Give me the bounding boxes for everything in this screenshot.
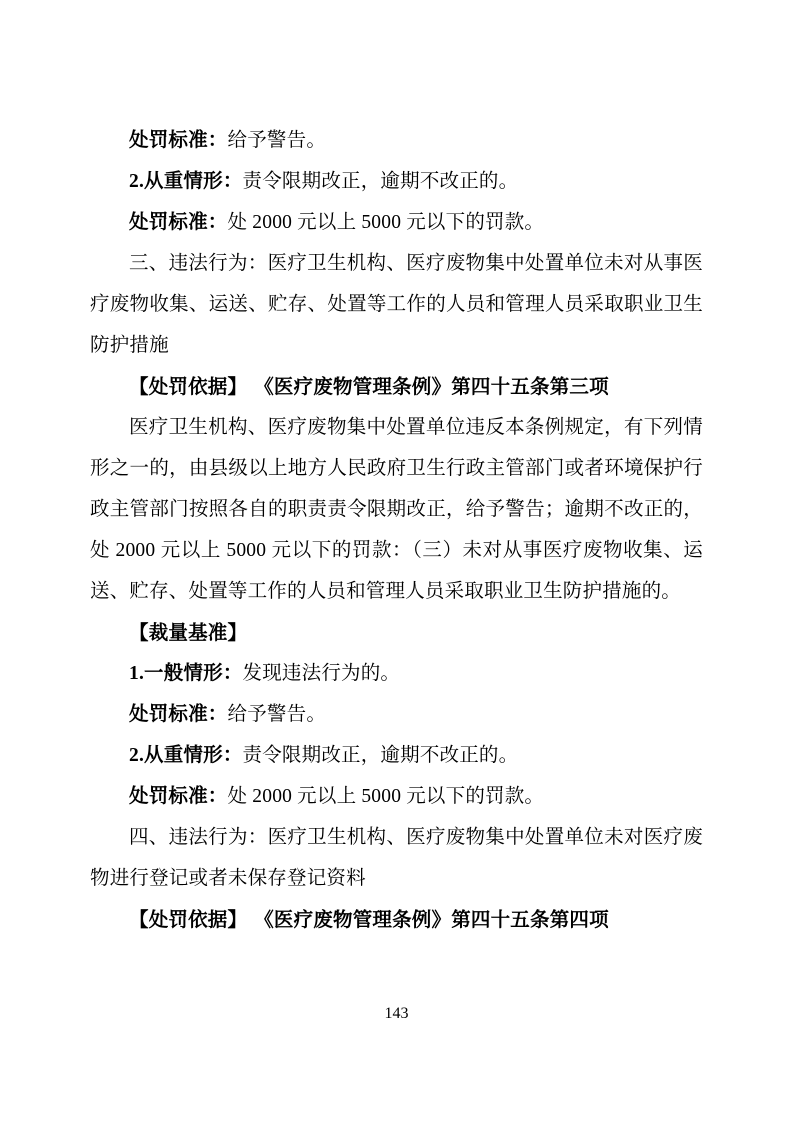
paragraph-penalty-standard-2	[90, 202, 703, 243]
heading-penalty-basis-4: 【处罚依据】 《医疗废物管理条例》第四十五条第四项	[129, 908, 609, 931]
inline-label: 2.从重情形：	[129, 745, 243, 766]
inline-label: 2.从重情形：	[129, 171, 243, 192]
paragraph-regulation-text-3: 医疗卫生机构、医疗废物集中处置单位违反本条例规定，有下列情形之一的，由县级以上地方人民政府卫生行政主管部门或者环境保护行政主管部门按照各自的职责责令限期改正，给予警告；逾期不改正的，处 2000 元以上 5000 元以下的罚款：（三）未对从事医疗废物收集、运送、贮存、处置等工作的人员和管理人员采取职业卫生防护措施的。	[90, 417, 703, 602]
inline-text: 给予警告。	[227, 130, 327, 151]
heading-penalty-basis-3: 【处罚依据】 《医疗废物管理条例》第四十五条第三项	[129, 375, 609, 398]
paragraph-violation-four: 四、违法行为：医疗卫生机构、医疗废物集中处置单位未对医疗废物进行登记或者未保存登记资料	[90, 827, 703, 889]
paragraph-general-case	[90, 653, 703, 694]
paragraph-penalty-standard-4	[90, 776, 703, 817]
inline-text: 责令限期改正，逾期不改正的。	[242, 171, 519, 192]
inline-label: 处罚标准：	[129, 212, 228, 233]
inline-text: 处 2000 元以上 5000 元以下的罚款。	[227, 786, 545, 807]
inline-text: 责令限期改正，逾期不改正的。	[242, 745, 519, 766]
paragraph-aggravating-2	[90, 735, 703, 776]
heading-discretion-standard: 【裁量基准】	[129, 621, 248, 644]
inline-text: 处 2000 元以上 5000 元以下的罚款。	[227, 212, 545, 233]
inline-label: 1.一般情形：	[129, 663, 243, 684]
paragraph-penalty-standard-1	[90, 120, 703, 161]
paragraph-aggravating-1	[90, 161, 703, 202]
paragraph-violation-three: 三、违法行为：医疗卫生机构、医疗废物集中处置单位未对从事医疗废物收集、运送、贮存、处置等工作的人员和管理人员采取职业卫生防护措施	[90, 253, 703, 356]
inline-label: 处罚标准：	[129, 130, 228, 151]
inline-text: 给予警告。	[227, 704, 327, 725]
page-number: 143	[384, 1005, 409, 1022]
inline-label: 处罚标准：	[129, 704, 228, 725]
document-body	[90, 120, 703, 940]
inline-text: 发现违法行为的。	[242, 663, 401, 684]
inline-label: 处罚标准：	[129, 786, 228, 807]
paragraph-penalty-standard-3	[90, 694, 703, 735]
